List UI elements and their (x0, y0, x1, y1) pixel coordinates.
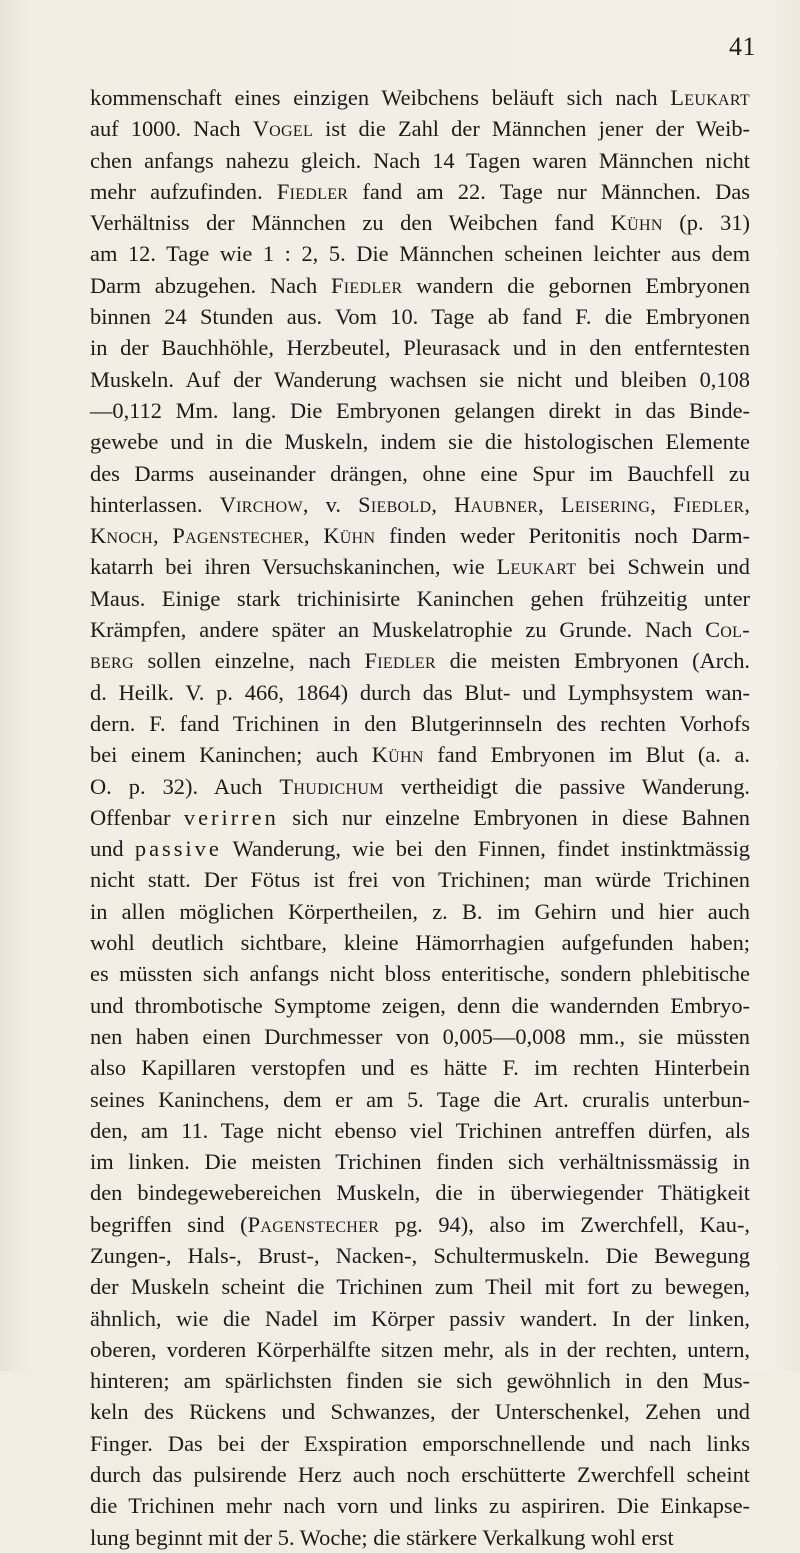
text-run: bei einem Kaninchen; auch (90, 742, 372, 768)
text-run: dern. F. fand Trichinen in den Blutgerinnseln des rechten Vorhofs (90, 710, 750, 736)
text-run: , (744, 491, 750, 517)
text-run: die Trichinen mehr nach vorn und links zu aspiriren. Die Einkapse- (90, 1493, 750, 1519)
text-line (90, 1396, 750, 1427)
author-name: Fiedler (672, 491, 745, 517)
text-line (90, 990, 750, 1021)
text-run: d. Heilk. V. p. 466, 1864) durch das Blut- und Lymphsystem wan- (90, 679, 750, 705)
text-line (90, 270, 750, 301)
text-run: Offenbar (90, 804, 184, 830)
author-name: Leukart (670, 85, 750, 110)
text-run: Muskeln. Auf der Wanderung wachsen sie nicht und bleiben 0,108 (90, 366, 750, 392)
text-run: bei Schwein und (576, 554, 750, 580)
text-line (90, 614, 750, 645)
text-run: keln des Rückens und Schwanzes, der Unterschenkel, Zehen und (90, 1399, 750, 1425)
text-line (90, 113, 750, 144)
text-line (90, 739, 750, 770)
author-name: Fiedler (276, 178, 349, 204)
text-line (90, 1021, 750, 1052)
text-run: Krämpfen, andere später an Muskelatrophie zu Grunde. Nach (90, 617, 706, 643)
text-line (90, 1209, 750, 1240)
text-run: mehr aufzufinden. (90, 178, 277, 204)
text-run: also Kapillaren verstopfen und es hätte F. im rechten Hinterbein (90, 1055, 750, 1081)
author-name: berg (90, 648, 134, 674)
text-run: , (153, 523, 173, 549)
text-run: , v. (302, 491, 359, 517)
text-line (90, 1052, 750, 1083)
text-run: ist die Zahl der Männchen jener der Weib- (313, 116, 750, 142)
text-run: oberen, vorderen Körperhälfte sitzen mehr, als in der rechten, untern, (90, 1336, 750, 1362)
text-run: finden weder Peritonitis noch Darm- (375, 523, 750, 549)
text-run: binnen 24 Stunden aus. Vom 10. Tage ab fand F. die Embryonen (90, 304, 750, 330)
text-line (90, 1334, 750, 1365)
author-name: Pagenstecher (247, 1211, 380, 1237)
text-run: des Darms auseinander drängen, ohne eine Spur im Bauchfell zu (90, 460, 750, 486)
text-line (90, 645, 750, 676)
text-run: und thrombotische Symptome zeigen, denn die wandernden Embryo- (90, 992, 750, 1018)
text-line (90, 1522, 750, 1553)
text-line (90, 145, 750, 176)
text-run: wohl deutlich sichtbare, kleine Hämorrhagien aufgefunden haben; (90, 930, 750, 956)
text-run: der Muskeln scheint die Trichinen zum Theil mit fort zu bewegen, (90, 1274, 750, 1300)
text-run: Darm abzugehen. Nach (90, 272, 332, 298)
text-line (90, 426, 750, 457)
text-line (90, 864, 750, 895)
text-line (90, 207, 750, 238)
text-line (90, 927, 750, 958)
text-run: hinterlassen. (90, 491, 220, 517)
text-run: kommenschaft eines einzigen Weibchens beläuft sich nach (90, 85, 671, 110)
author-name: Kühn (610, 210, 663, 236)
text-line (90, 1303, 750, 1334)
text-line (90, 395, 750, 426)
author-name: Virchow (219, 491, 303, 517)
text-run: lung beginnt mit der 5. Woche; die stärkere Verkalkung wohl erst (90, 1524, 674, 1550)
text-run: , (303, 523, 324, 549)
author-name: Fiedler (364, 648, 436, 674)
text-run: sollen einzelne, nach (133, 648, 365, 674)
text-line (90, 458, 750, 489)
text-run: —0,112 Mm. lang. Die Embryonen gelangen direkt in das Binde- (90, 397, 750, 423)
text-line (90, 1459, 750, 1490)
author-name: Thudichum (279, 773, 384, 799)
text-line (90, 551, 750, 582)
text-run: chen anfangs nahezu gleich. Nach 14 Tagen waren Männchen nicht (90, 147, 750, 173)
text-run: seines Kaninchens, dem er am 5. Tage die Art. cruralis unterbun- (90, 1086, 750, 1112)
text-line (90, 896, 750, 927)
page-number: 41 (729, 32, 756, 61)
text-line (90, 1490, 750, 1521)
text-line (90, 1365, 750, 1396)
author-name: Pagenstecher (172, 523, 304, 549)
text-line (90, 238, 750, 269)
text-run: nen haben einen Durchmesser von 0,005—0,008 mm., sie müssten (90, 1023, 750, 1049)
text-line (90, 802, 750, 833)
text-run: Zungen-, Hals-, Brust-, Nacken-, Schultermuskeln. Die Bewegung (90, 1242, 750, 1268)
author-name: Kühn (323, 523, 376, 549)
text-line (90, 82, 750, 113)
text-run: Maus. Einige stark trichinisirte Kaninchen gehen frühzeitig unter (90, 585, 750, 611)
author-name: Haubner (454, 491, 539, 517)
emphasis-text: verirren (183, 804, 279, 830)
text-run: fand am 22. Tage nur Männchen. Das (348, 178, 750, 204)
text-run: , (538, 491, 561, 517)
text-line (90, 1084, 750, 1115)
text-run: die meisten Embryonen (Arch. (435, 648, 750, 674)
text-run: durch das pulsirende Herz auch noch erschütterte Zwerchfell scheint (90, 1462, 750, 1488)
text-run: sich nur einzelne Embryonen in diese Bahnen (278, 804, 751, 830)
text-run: , (431, 491, 455, 517)
text-run: , (650, 491, 673, 517)
text-line (90, 833, 750, 864)
author-name: Leukart (496, 554, 577, 580)
text-run: wandern die gebornen Embryonen (402, 272, 750, 298)
emphasis-text: passive (134, 836, 222, 862)
text-run: hinteren; am spärlichsten finden sie sich gewöhnlich in den Mus- (90, 1368, 750, 1394)
text-line (90, 489, 750, 520)
text-run: nicht statt. Der Fötus ist frei von Trichinen; man würde Trichinen (90, 867, 750, 893)
text-line (90, 583, 750, 614)
text-run: gewebe und in die Muskeln, indem sie die histologischen Elemente (90, 429, 750, 455)
text-line (90, 1115, 750, 1146)
text-line (90, 771, 750, 802)
text-run: und (90, 836, 135, 862)
text-line (90, 520, 750, 551)
author-name: Kühn (371, 742, 424, 768)
text-line (90, 332, 750, 363)
text-line (90, 958, 750, 989)
text-run: im linken. Die meisten Trichinen finden sich verhältnissmässig in (90, 1149, 750, 1175)
author-name: Col- (705, 617, 750, 643)
text-run: in allen möglichen Körpertheilen, z. B. im Gehirn und hier auch (90, 898, 750, 924)
text-run: katarrh bei ihren Versuchskaninchen, wie (90, 554, 497, 580)
author-name: Siebold (358, 491, 432, 517)
text-run: O. p. 32). Auch (90, 773, 280, 799)
text-run: ähnlich, wie die Nadel im Körper passiv wandert. In der linken, (90, 1305, 750, 1331)
text-run: den bindegewebereichen Muskeln, die in überwiegender Thätigkeit (90, 1180, 750, 1206)
text-run: begriffen sind ( (90, 1211, 248, 1237)
text-line (90, 677, 750, 708)
text-run: am 12. Tage wie 1 : 2, 5. Die Männchen scheinen leichter aus dem (90, 241, 750, 267)
text-line (90, 1428, 750, 1459)
text-run: pg. 94), also im Zwerchfell, Kau-, (379, 1211, 750, 1237)
text-run: es müssten sich anfangs nicht bloss enteritische, sondern phlebitische (90, 961, 750, 987)
text-run: Verhältniss der Männchen zu den Weibchen fand (90, 210, 611, 236)
author-name: Leisering (560, 491, 651, 517)
text-run: fand Embryonen im Blut (a. a. (423, 742, 750, 768)
text-run: in der Bauchhöhle, Herzbeutel, Pleurasack und in den entferntesten (90, 335, 750, 361)
text-run: (p. 31) (662, 210, 750, 236)
text-line (90, 1146, 750, 1177)
text-run: Wanderung, wie bei den Finnen, findet instinktmässig (221, 836, 750, 862)
text-line (90, 1177, 750, 1208)
author-name: Fiedler (331, 272, 403, 298)
text-line (90, 1271, 750, 1302)
body-text (90, 82, 750, 1553)
text-run: Finger. Das bei der Exspiration emporschnellende und nach links (90, 1430, 750, 1456)
text-line (90, 1240, 750, 1271)
author-name: Knoch (90, 523, 154, 549)
text-run: den, am 11. Tage nicht ebenso viel Trichinen antreffen dürfen, als (90, 1117, 750, 1143)
author-name: Vogel (252, 116, 314, 142)
text-line (90, 364, 750, 395)
text-line (90, 708, 750, 739)
text-run: vertheidigt die passive Wanderung. (383, 773, 750, 799)
text-run: auf 1000. Nach (90, 116, 253, 142)
text-line (90, 176, 750, 207)
text-line (90, 301, 750, 332)
